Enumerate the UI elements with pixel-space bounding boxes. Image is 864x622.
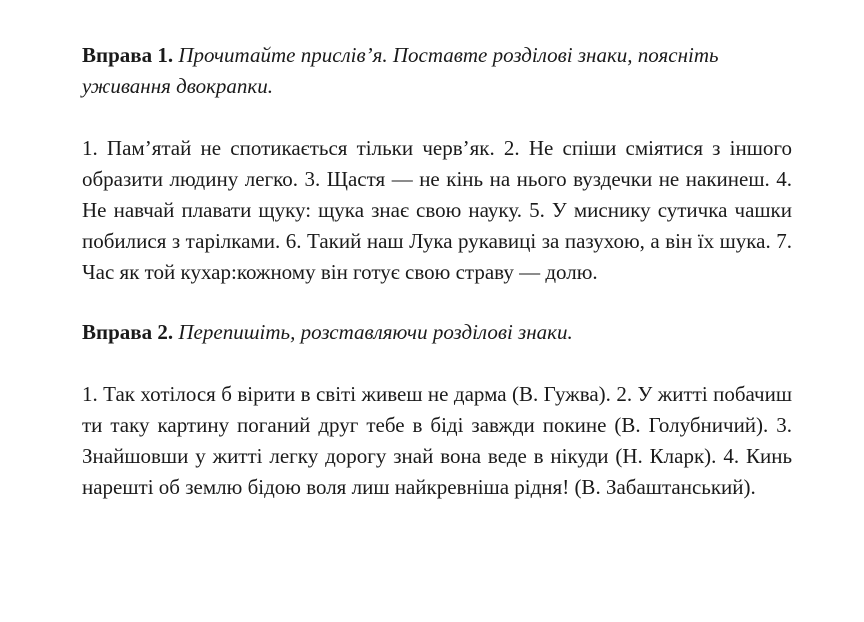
exercise-2: [82, 317, 792, 503]
exercise-1-body: [82, 133, 792, 288]
exercise-1-sentence-5: 5. У миснику сутичка чашки побилися з тарілками.: [82, 198, 793, 253]
exercise-2-title: [82, 317, 792, 348]
exercise-2-body: [82, 379, 792, 503]
exercise-1: [82, 40, 792, 288]
exercise-1-instruction: Прочитайте прислів’я. Поставте розділові знаки, поясніть уживання двокрапки.: [82, 43, 719, 98]
exercise-2-sentence-3: 3. Знайшовши у житті легку дорогу знай вона веде в нікуди (Н. Кларк).: [82, 413, 793, 468]
exercise-1-title: [82, 40, 792, 102]
exercise-2-sentence-4: 4. Кинь нарешті об землю бідою воля лиш найкревніша рідня! (В. Забаштанський).: [82, 444, 793, 499]
exercise-1-sentence-2: 2. Не спіши сміятися з іншого образити людину легко.: [82, 136, 792, 191]
exercise-2-sentence-1: 1. Так хотілося б вірити в світі живеш не дарма (В. Гужва).: [82, 382, 611, 406]
exercise-2-instruction: Перепишіть, розставляючи розділові знаки.: [178, 320, 573, 344]
exercise-1-label: Вправа 1.: [82, 43, 174, 67]
exercise-1-sentence-6: 6. Такий наш Лука рукавиці за пазухою, а він їх шука.: [285, 229, 771, 253]
exercise-1-sentence-7: 7. Час як той кухар:кожному він готує свою страву — долю.: [82, 229, 792, 284]
exercise-1-sentence-4: 4. Не навчай плавати щуку: щука знає свою науку.: [82, 167, 793, 222]
exercise-2-sentence-2: 2. У житті побачиш ти таку картину поганий друг тебе в біді завжди покине (В. Голубничий).: [82, 382, 792, 437]
document-page: [82, 40, 792, 503]
exercise-1-sentence-1: 1. Пам’ятай не спотикається тільки черв’як.: [82, 136, 495, 160]
exercise-1-sentence-3: 3. Щастя — не кінь на нього вуздечки не накинеш.: [304, 167, 770, 191]
exercise-2-label: Вправа 2.: [82, 320, 174, 344]
